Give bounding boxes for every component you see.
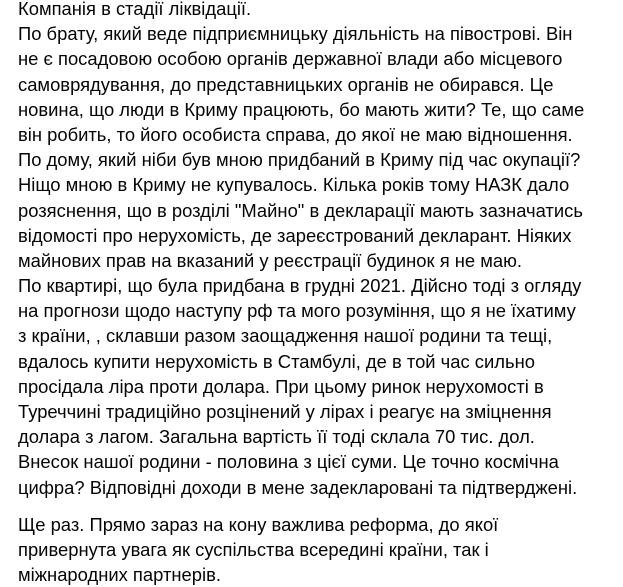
text-line: майнових прав на вказаний у реєстрації будинок я не маю.	[18, 249, 523, 271]
text-line: відомості про нерухомість, де зареєстрований декларант. Ніяких	[18, 224, 572, 246]
text-line: привернута увага як суспільства всередині країни, так і	[18, 538, 489, 560]
text-line: Компанія в стадії ліквідації.	[18, 0, 252, 19]
post-paragraph-2	[18, 512, 618, 587]
text-line: розяснення, що в розділі "Майно" в декларації мають зазначатись	[18, 199, 583, 221]
text-line: По дому, який ніби був мною придбаний в Криму під час окупації?	[18, 149, 581, 171]
text-line: вдалось купити нерухомість в Стамбулі, де в той час сильно	[18, 350, 535, 372]
text-line: Внесок нашої родини - половина з цієї суми. Це точно космічна	[18, 451, 559, 473]
text-line: з країни, , склавши разом заощадження нашої родини та тещі,	[18, 325, 553, 347]
text-line: долара з лагом. Загальна вартість її тоді склала 70 тис. дол.	[18, 426, 535, 448]
text-line: самоврядування, до представницьких органів не обирався. Це	[18, 73, 554, 95]
text-line: Ще раз. Прямо зараз на кону важлива реформа, до якої	[18, 513, 499, 535]
text-line: новина, що люди в Криму працюють, бо мають жити? Те, що саме	[18, 98, 585, 120]
post-paragraph-1	[18, 0, 618, 500]
text-line: просідала ліра проти долара. При цьому ринок нерухомості в	[18, 375, 544, 397]
text-line: на прогнози щодо наступу рф та мого розуміння, що я не їхатиму	[18, 300, 576, 322]
text-line: Туреччині традиційно розцінений у лірах і реагує на зміцнення	[18, 401, 552, 422]
text-line: По брату, який веде підприємницьку діяльність на півострові. Він	[18, 23, 573, 45]
text-line: цифра? Відповідні доходи в мене задекларовані та підтверджені.	[18, 476, 578, 498]
text-line: не є посадовою особою органів державної влади або місцевого	[18, 48, 563, 70]
text-line: він робить, то його особиста справа, до якої не маю відношення.	[18, 123, 573, 145]
text-line: По квартирі, що була придбана в грудні 2021. Дійсно тоді з огляду	[18, 275, 582, 297]
post-text	[18, 0, 618, 587]
text-line: міжнародних партнерів.	[18, 564, 221, 586]
paragraph-spacer	[18, 500, 618, 512]
text-line: Ніщо мною в Криму не купувалось. Кілька років тому НАЗК дало	[18, 174, 570, 196]
